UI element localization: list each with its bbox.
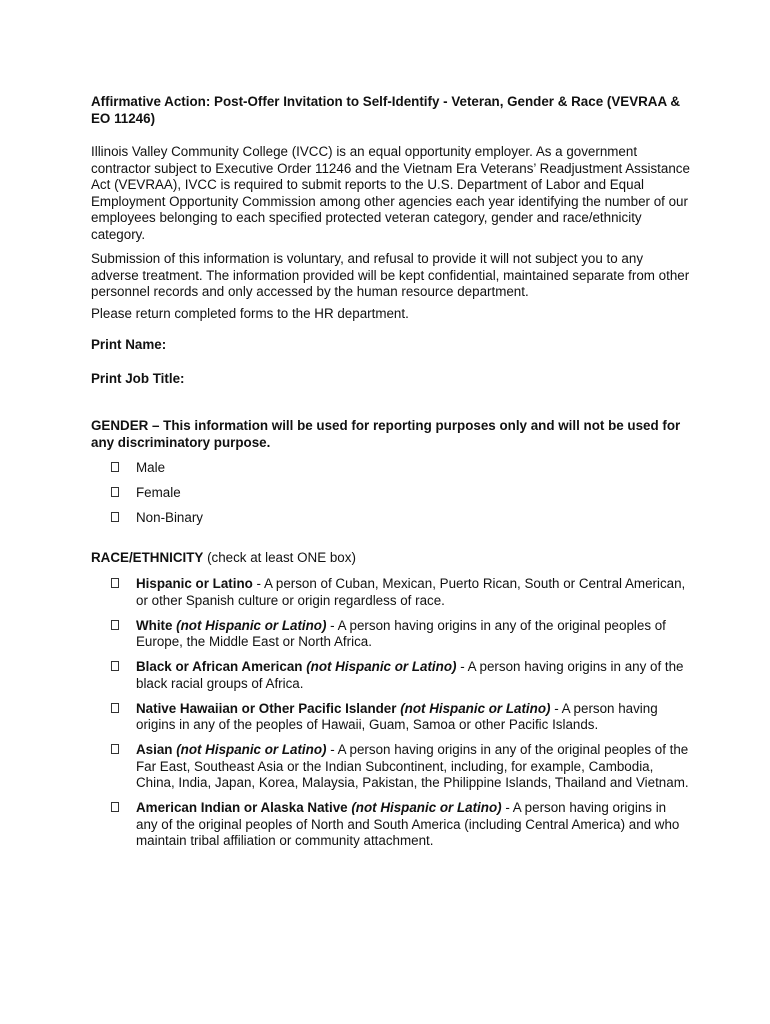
race-option-name: Native Hawaiian or Other Pacific Islander	[136, 700, 397, 716]
return-note: Please return completed forms to the HR department.	[91, 305, 409, 321]
document-page	[91, 93, 691, 858]
print-job-title-label: Print Job Title:	[91, 371, 185, 386]
race-option-description: - A person having origins in any of the original peoples of North and South America (including Central America) and who maintain tribal affiliation or community attachment.	[136, 800, 680, 848]
race-heading-note: (check at least ONE box)	[203, 549, 356, 565]
race-option-qualifier: (not Hispanic or Latino)	[302, 659, 457, 674]
checkbox-male[interactable]	[111, 462, 119, 472]
race-option-qualifier: (not Hispanic or Latino)	[396, 700, 551, 716]
race-option-asian[interactable]	[91, 742, 691, 792]
checkbox-hispanic-latino[interactable]	[111, 578, 119, 588]
race-option-hispanic-latino[interactable]	[91, 576, 691, 609]
checkbox-american-indian-alaska-native[interactable]	[111, 802, 119, 812]
voluntary-paragraph: Submission of this information is voluntary, and refusal to provide it will not subject you to any adverse treatment. The information provided will be kept confidential, maintained separate from other personnel records and only accessed by the human resource department.	[91, 251, 690, 299]
checkbox-female[interactable]	[111, 487, 119, 497]
race-option-white[interactable]	[91, 618, 691, 651]
gender-option-label: Female	[136, 485, 181, 500]
checkbox-non-binary[interactable]	[111, 512, 119, 522]
gender-heading: GENDER – This information will be used for reporting purposes only and will not be used for any discriminatory purpose.	[91, 418, 681, 450]
race-option-description: - A person of Cuban, Mexican, Puerto Rican, South or Central American, or other Spanish culture or origin regardless of race.	[136, 576, 686, 608]
race-option-qualifier: (not Hispanic or Latino)	[172, 742, 327, 757]
race-option-description: - A person having origins in any of the black racial groups of Africa.	[136, 659, 684, 691]
document-title: Affirmative Action: Post-Offer Invitation to Self-Identify - Veteran, Gender & Race (VEVRAA & EO 11246)	[91, 94, 681, 126]
intro-paragraph: Illinois Valley Community College (IVCC) is an equal opportunity employer. As a government contractor subject to Executive Order 11246 and the Vietnam Era Veterans’ Readjustment Assistance Act (VEVRAA), IVCC is required to submit reports to the U.S. Department of Labor and Equal Employment Opportunity Commission among other agencies each year identifying the number of our employees belonging to each specified protected veteran category, gender and race/ethnicity category.	[91, 144, 690, 242]
race-heading: RACE/ETHNICITY	[91, 549, 204, 565]
race-option-description: - A person having origins in any of the original peoples of Europe, the Middle East or North Africa.	[136, 617, 666, 649]
race-option-qualifier: (not Hispanic or Latino)	[172, 617, 327, 633]
gender-option-label: Non-Binary	[136, 510, 203, 525]
gender-option-non-binary[interactable]	[91, 510, 691, 527]
race-option-description: - A person having origins in any of the peoples of Hawaii, Guam, Samoa or other Pacific Islands.	[136, 700, 658, 732]
gender-option-female[interactable]	[91, 485, 691, 502]
race-option-black-african-american[interactable]	[91, 659, 691, 692]
gender-option-label: Male	[136, 460, 166, 475]
gender-option-male[interactable]	[91, 460, 691, 477]
print-name-label: Print Name:	[91, 337, 167, 352]
checkbox-asian[interactable]	[111, 744, 119, 754]
checkbox-black-african-american[interactable]	[111, 661, 119, 671]
race-option-name: American Indian or Alaska Native	[136, 800, 348, 815]
race-heading-line	[91, 550, 691, 567]
race-option-native-hawaiian-pacific-islander[interactable]	[91, 701, 691, 734]
gender-options	[91, 460, 691, 527]
race-option-name: Black or African American	[136, 659, 303, 674]
race-option-name: White	[136, 617, 173, 633]
race-options	[91, 576, 691, 850]
race-option-qualifier: (not Hispanic or Latino)	[347, 800, 502, 815]
checkbox-white[interactable]	[111, 620, 119, 630]
race-option-american-indian-alaska-native[interactable]	[91, 800, 691, 850]
race-option-name: Asian	[136, 742, 173, 757]
race-option-name: Hispanic or Latino	[136, 576, 253, 591]
checkbox-native-hawaiian-pacific-islander[interactable]	[111, 703, 119, 713]
race-option-description: - A person having origins in any of the original peoples of the Far East, Southeast Asia or the Indian Subcontinent, including, for example, Cambodia, China, India, Japan, Korea, Malaysia, Pakistan, the Philippine Islands, Thailand and Vietnam.	[136, 742, 689, 790]
